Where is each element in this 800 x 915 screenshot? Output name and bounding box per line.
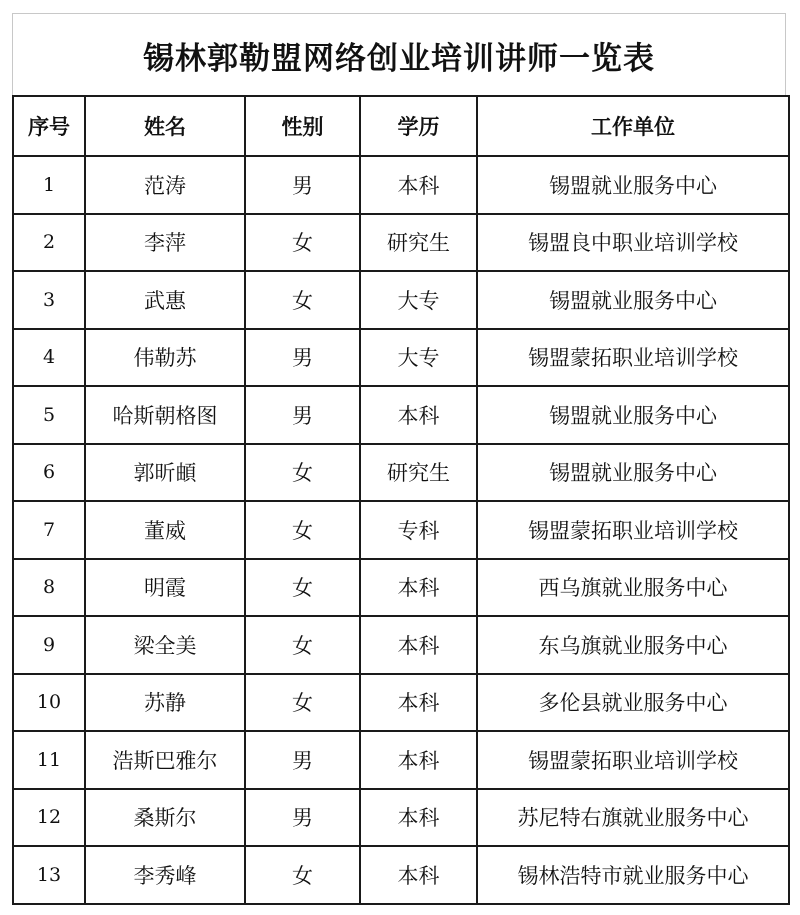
row-name: 董威 (85, 501, 245, 559)
row-workplace: 锡盟就业服务中心 (477, 271, 789, 329)
row-education: 研究生 (360, 444, 477, 502)
row-education: 本科 (360, 789, 477, 847)
row-workplace: 锡盟就业服务中心 (477, 386, 789, 444)
row-number: 10 (13, 674, 85, 732)
row-education: 本科 (360, 559, 477, 617)
row-workplace: 西乌旗就业服务中心 (477, 559, 789, 617)
row-name: 范涛 (85, 156, 245, 214)
table-row (13, 731, 789, 789)
row-number: 8 (13, 559, 85, 617)
row-name: 桑斯尔 (85, 789, 245, 847)
trainer-table (12, 95, 790, 905)
row-name: 苏静 (85, 674, 245, 732)
row-gender: 男 (245, 156, 360, 214)
row-number: 5 (13, 386, 85, 444)
row-number: 12 (13, 789, 85, 847)
column-header-workplace: 工作单位 (477, 96, 789, 156)
row-workplace: 锡盟就业服务中心 (477, 156, 789, 214)
row-gender: 女 (245, 214, 360, 272)
row-education: 本科 (360, 731, 477, 789)
row-number: 11 (13, 731, 85, 789)
row-education: 研究生 (360, 214, 477, 272)
row-gender: 女 (245, 559, 360, 617)
row-gender: 男 (245, 731, 360, 789)
table-row (13, 616, 789, 674)
table-row (13, 444, 789, 502)
row-workplace: 锡盟良中职业培训学校 (477, 214, 789, 272)
row-name: 明霞 (85, 559, 245, 617)
column-header-number: 序号 (13, 96, 85, 156)
table-row (13, 789, 789, 847)
row-name: 武惠 (85, 271, 245, 329)
row-education: 本科 (360, 156, 477, 214)
row-workplace: 锡盟蒙拓职业培训学校 (477, 329, 789, 387)
row-name: 李秀峰 (85, 846, 245, 904)
row-name: 郭昕頔 (85, 444, 245, 502)
row-gender: 女 (245, 846, 360, 904)
row-name: 伟勒苏 (85, 329, 245, 387)
row-education: 大专 (360, 271, 477, 329)
table-row (13, 559, 789, 617)
table-row (13, 501, 789, 559)
table-body (13, 156, 789, 904)
row-education: 本科 (360, 674, 477, 732)
row-gender: 女 (245, 501, 360, 559)
table-row (13, 271, 789, 329)
row-workplace: 锡盟蒙拓职业培训学校 (477, 501, 789, 559)
row-education: 大专 (360, 329, 477, 387)
row-number: 7 (13, 501, 85, 559)
row-gender: 女 (245, 616, 360, 674)
row-education: 本科 (360, 616, 477, 674)
table-row (13, 214, 789, 272)
row-gender: 女 (245, 271, 360, 329)
row-workplace: 多伦县就业服务中心 (477, 674, 789, 732)
row-workplace: 苏尼特右旗就业服务中心 (477, 789, 789, 847)
table-row (13, 329, 789, 387)
row-gender: 男 (245, 329, 360, 387)
row-education: 本科 (360, 846, 477, 904)
column-header-gender: 性别 (245, 96, 360, 156)
row-number: 6 (13, 444, 85, 502)
row-education: 专科 (360, 501, 477, 559)
row-gender: 男 (245, 386, 360, 444)
row-education: 本科 (360, 386, 477, 444)
row-number: 3 (13, 271, 85, 329)
column-header-name: 姓名 (85, 96, 245, 156)
row-workplace: 东乌旗就业服务中心 (477, 616, 789, 674)
header-row (13, 96, 789, 156)
table-row (13, 386, 789, 444)
row-name: 李萍 (85, 214, 245, 272)
row-workplace: 锡盟就业服务中心 (477, 444, 789, 502)
table-row (13, 156, 789, 214)
row-number: 9 (13, 616, 85, 674)
row-name: 梁全美 (85, 616, 245, 674)
table-row (13, 846, 789, 904)
row-name: 浩斯巴雅尔 (85, 731, 245, 789)
table-title: 锡林郭勒盟网络创业培训讲师一览表 (12, 13, 786, 96)
row-gender: 男 (245, 789, 360, 847)
row-workplace: 锡盟蒙拓职业培训学校 (477, 731, 789, 789)
row-number: 4 (13, 329, 85, 387)
row-number: 13 (13, 846, 85, 904)
row-number: 1 (13, 156, 85, 214)
row-gender: 女 (245, 674, 360, 732)
table-row (13, 674, 789, 732)
row-name: 哈斯朝格图 (85, 386, 245, 444)
row-number: 2 (13, 214, 85, 272)
row-workplace: 锡林浩特市就业服务中心 (477, 846, 789, 904)
column-header-education: 学历 (360, 96, 477, 156)
row-gender: 女 (245, 444, 360, 502)
